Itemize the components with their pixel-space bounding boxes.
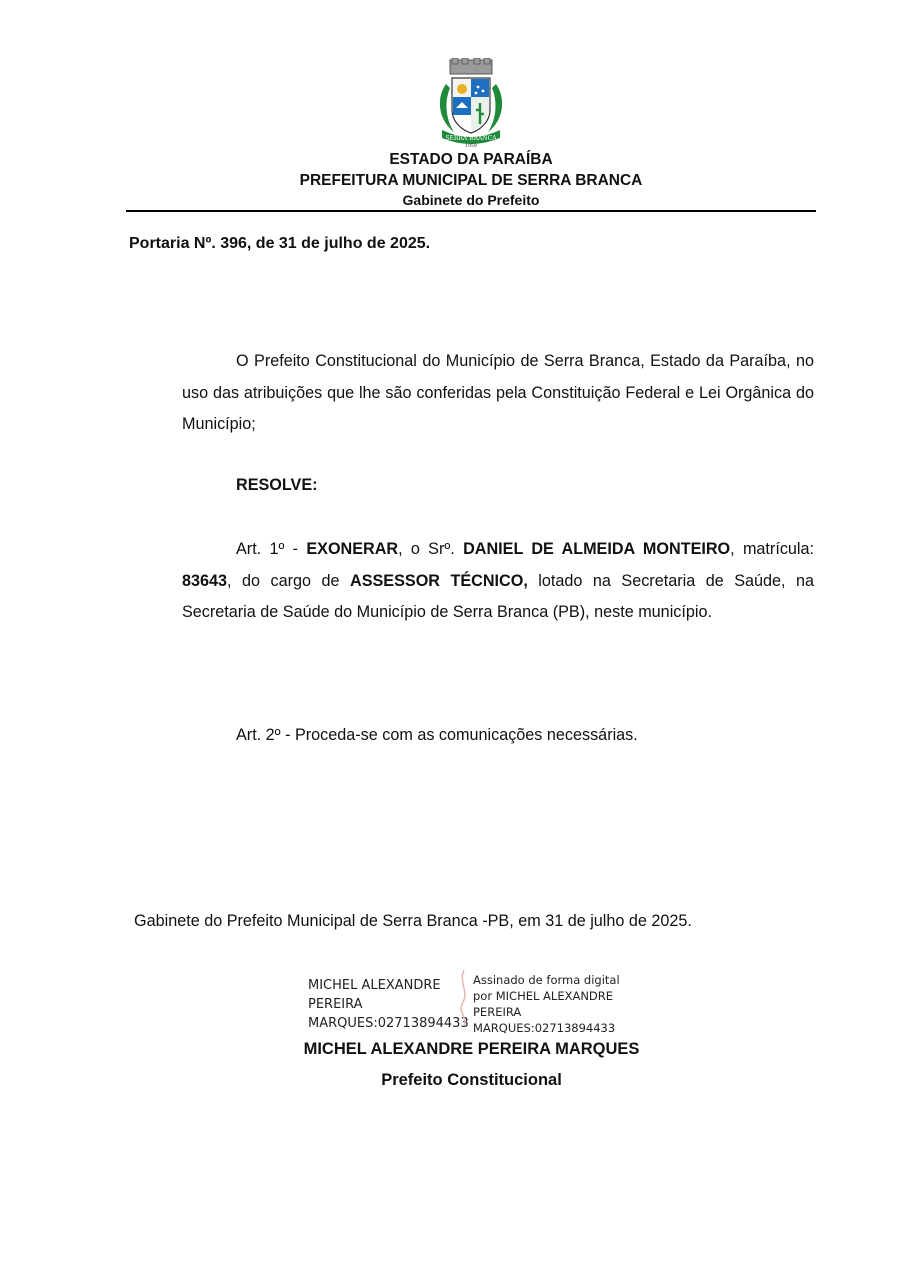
- art1-text-4: , do cargo de: [227, 571, 351, 590]
- art1-action: EXONERAR: [306, 540, 399, 558]
- art1-registration: 83643: [182, 571, 228, 590]
- art1-text-5: lotado na Secretaria de Saúde, na Secretaria de Saúde do Município de Serra Branca (PB), neste município.: [182, 571, 814, 621]
- coat-of-arms-icon: [432, 58, 510, 148]
- article-1-paragraph: [182, 534, 814, 629]
- digital-signature-stamp: [473, 972, 620, 1036]
- signature-left-line: PEREIRA: [308, 997, 363, 1012]
- signer-role: Prefeito Constitucional: [381, 1071, 562, 1089]
- signature-right-line: PEREIRA: [473, 1005, 522, 1019]
- art1-employee-name: DANIEL DE ALMEIDA MONTEIRO: [463, 540, 731, 558]
- signature-right-line: MARQUES:02713894433: [473, 1021, 616, 1035]
- header-office: Gabinete do Prefeito: [402, 192, 540, 208]
- signature-right-line: por MICHEL ALEXANDRE: [473, 989, 614, 1003]
- signature-right-line: Assinado de forma digital: [473, 973, 620, 987]
- svg-text:SERRA BRANCA: SERRA BRANCA: [445, 135, 497, 142]
- header-state: ESTADO DA PARAÍBA: [389, 151, 553, 168]
- header-prefecture: PREFEITURA MUNICIPAL DE SERRA BRANCA: [299, 172, 643, 189]
- document-title: Portaria Nº. 396, de 31 de julho de 2025.: [129, 235, 431, 252]
- svg-text:1959: 1959: [465, 144, 477, 148]
- preamble-paragraph: [182, 346, 814, 441]
- preamble-text: O Prefeito Constitucional do Município de Serra Branca, Estado da Paraíba, no uso das atribuições que lhe são conferidas pela Constituição Federal e Lei Orgânica do Município;: [182, 352, 814, 433]
- header-divider: [126, 210, 816, 212]
- closing-line: Gabinete do Prefeito Municipal de Serra Branca -PB, em 31 de julho de 2025.: [134, 912, 692, 930]
- signature-mark-icon: [454, 968, 474, 1028]
- article-2-paragraph: Art. 2º - Proceda-se com as comunicações necessárias.: [236, 726, 638, 744]
- art1-text-3: , matrícula:: [730, 540, 815, 558]
- signer-name: MICHEL ALEXANDRE PEREIRA MARQUES: [303, 1040, 640, 1058]
- art1-position: ASSESSOR TÉCNICO,: [350, 571, 528, 590]
- signature-left-line: MICHEL ALEXANDRE: [308, 978, 441, 993]
- resolve-heading: RESOLVE:: [236, 476, 318, 494]
- digital-signature-name: [308, 976, 469, 1033]
- signature-left-line: MARQUES:02713894433: [308, 1016, 469, 1031]
- art1-prefix: Art. 1º -: [236, 540, 307, 558]
- art1-text-2: , o Srº.: [398, 540, 464, 558]
